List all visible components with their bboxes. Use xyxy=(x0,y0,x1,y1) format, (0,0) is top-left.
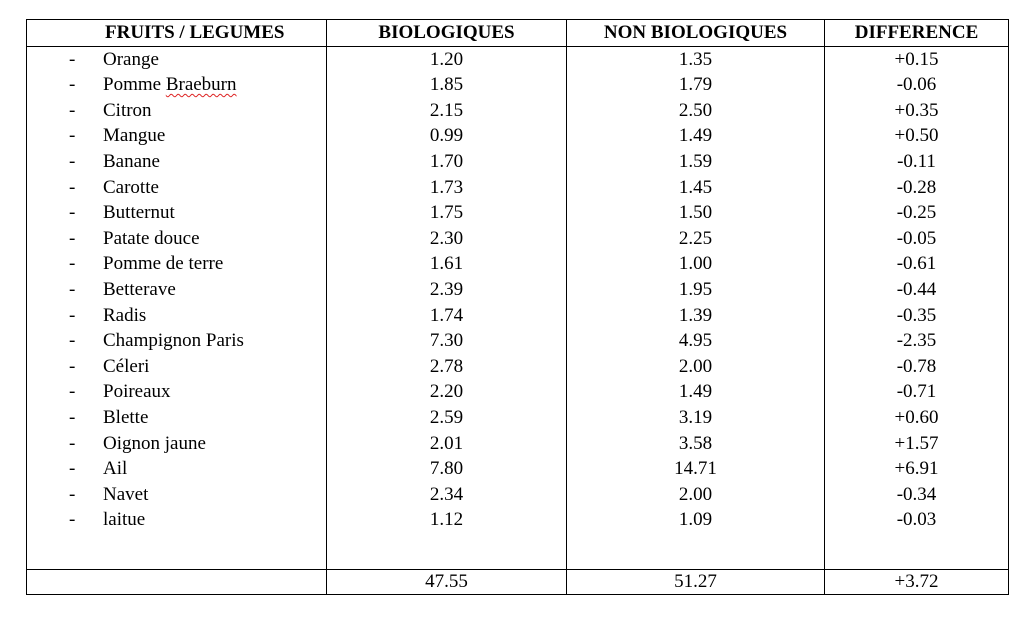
total-difference-cell: +3.72 xyxy=(825,569,1009,594)
empty-cell xyxy=(567,533,825,570)
table-row xyxy=(27,431,1009,457)
table-row xyxy=(27,328,1009,354)
list-bullet: - xyxy=(69,278,76,300)
table-row xyxy=(27,379,1009,405)
produce-name-cell xyxy=(27,507,327,533)
list-bullet: - xyxy=(69,483,76,505)
produce-name: Navet xyxy=(103,483,149,505)
table-row xyxy=(27,226,1009,252)
bio-price-cell: 1.70 xyxy=(327,149,567,175)
non-bio-price-cell: 1.39 xyxy=(567,303,825,329)
produce-name: Carotte xyxy=(103,176,159,198)
produce-name-cell xyxy=(27,379,327,405)
produce-name: Pomme xyxy=(103,74,166,96)
produce-name-cell xyxy=(27,149,327,175)
empty-cell xyxy=(825,533,1009,570)
bio-price-cell: 1.85 xyxy=(327,72,567,98)
produce-name: Poireaux xyxy=(103,381,171,403)
non-bio-price-cell: 3.58 xyxy=(567,431,825,457)
table-row xyxy=(27,98,1009,124)
table-row xyxy=(27,123,1009,149)
produce-name: Champignon Paris xyxy=(103,330,244,352)
difference-cell: +6.91 xyxy=(825,456,1009,482)
bio-price-cell: 2.39 xyxy=(327,277,567,303)
produce-name-cell xyxy=(27,354,327,380)
produce-name: Mangue xyxy=(103,125,166,147)
non-bio-price-cell: 2.50 xyxy=(567,98,825,124)
non-bio-price-cell: 3.19 xyxy=(567,405,825,431)
difference-cell: +1.57 xyxy=(825,431,1009,457)
bio-price-cell: 0.99 xyxy=(327,123,567,149)
non-bio-price-cell: 1.59 xyxy=(567,149,825,175)
bio-price-cell: 2.78 xyxy=(327,354,567,380)
produce-name: Ail xyxy=(103,458,128,480)
list-bullet: - xyxy=(69,432,76,454)
produce-name-cell xyxy=(27,303,327,329)
list-bullet: - xyxy=(69,125,76,147)
produce-name: laitue xyxy=(103,509,146,531)
difference-cell: +0.35 xyxy=(825,98,1009,124)
bio-price-cell: 7.80 xyxy=(327,456,567,482)
table-body xyxy=(27,46,1009,594)
header-row xyxy=(27,20,1009,47)
produce-name: Radis xyxy=(103,304,147,326)
table-row xyxy=(27,200,1009,226)
non-bio-price-cell: 1.00 xyxy=(567,251,825,277)
list-bullet: - xyxy=(69,381,76,403)
produce-name: Céleri xyxy=(103,355,150,377)
difference-cell: -0.78 xyxy=(825,354,1009,380)
list-bullet: - xyxy=(69,48,76,70)
list-bullet: - xyxy=(69,202,76,224)
total-label-cell xyxy=(27,569,327,594)
bio-price-cell: 2.01 xyxy=(327,431,567,457)
non-bio-price-cell: 1.09 xyxy=(567,507,825,533)
produce-name: Blette xyxy=(103,406,149,428)
produce-name-cell xyxy=(27,72,327,98)
totals-row xyxy=(27,569,1009,594)
table-row xyxy=(27,149,1009,175)
list-bullet: - xyxy=(69,74,76,96)
non-bio-price-cell: 2.00 xyxy=(567,354,825,380)
difference-cell: -0.06 xyxy=(825,72,1009,98)
non-bio-price-cell: 1.49 xyxy=(567,379,825,405)
price-comparison-table xyxy=(26,19,1009,595)
list-bullet: - xyxy=(69,330,76,352)
spellcheck-flagged-word: Braeburn xyxy=(165,74,237,96)
table-row xyxy=(27,405,1009,431)
produce-name: Pomme de terre xyxy=(103,253,224,275)
bio-price-cell: 1.73 xyxy=(327,175,567,201)
table-row xyxy=(27,175,1009,201)
list-bullet: - xyxy=(69,253,76,275)
list-bullet: - xyxy=(69,355,76,377)
produce-name-cell xyxy=(27,456,327,482)
produce-name: Betterave xyxy=(103,278,176,300)
difference-cell: -0.44 xyxy=(825,277,1009,303)
list-bullet: - xyxy=(69,406,76,428)
table-row xyxy=(27,354,1009,380)
table-row xyxy=(27,277,1009,303)
produce-name: Orange xyxy=(103,48,159,70)
produce-name: Banane xyxy=(103,150,160,172)
bio-price-cell: 1.61 xyxy=(327,251,567,277)
non-bio-price-cell: 1.35 xyxy=(567,46,825,72)
difference-cell: -0.28 xyxy=(825,175,1009,201)
difference-cell: -0.05 xyxy=(825,226,1009,252)
produce-name-cell xyxy=(27,251,327,277)
bio-price-cell: 2.59 xyxy=(327,405,567,431)
list-bullet: - xyxy=(69,509,76,531)
produce-name-cell xyxy=(27,46,327,72)
produce-name: Patate douce xyxy=(103,227,200,249)
bio-price-cell: 2.34 xyxy=(327,482,567,508)
bio-price-cell: 1.75 xyxy=(327,200,567,226)
produce-name-cell xyxy=(27,277,327,303)
empty-cell xyxy=(27,533,327,570)
difference-cell: -0.03 xyxy=(825,507,1009,533)
difference-cell: +0.60 xyxy=(825,405,1009,431)
difference-cell: -0.61 xyxy=(825,251,1009,277)
total-bio-cell: 47.55 xyxy=(327,569,567,594)
table-row xyxy=(27,482,1009,508)
bio-price-cell: 7.30 xyxy=(327,328,567,354)
produce-name-cell xyxy=(27,405,327,431)
bio-price-cell: 1.20 xyxy=(327,46,567,72)
header-difference: DIFFERENCE xyxy=(825,20,1009,47)
produce-name-cell xyxy=(27,98,327,124)
produce-name-cell xyxy=(27,431,327,457)
spacer-row xyxy=(27,533,1009,570)
list-bullet: - xyxy=(69,176,76,198)
list-bullet: - xyxy=(69,227,76,249)
bio-price-cell: 1.74 xyxy=(327,303,567,329)
total-non-bio-cell: 51.27 xyxy=(567,569,825,594)
table-row xyxy=(27,251,1009,277)
bio-price-cell: 2.15 xyxy=(327,98,567,124)
empty-cell xyxy=(327,533,567,570)
non-bio-price-cell: 2.00 xyxy=(567,482,825,508)
non-bio-price-cell: 14.71 xyxy=(567,456,825,482)
difference-cell: -0.25 xyxy=(825,200,1009,226)
produce-name-cell xyxy=(27,175,327,201)
difference-cell: +0.50 xyxy=(825,123,1009,149)
produce-name-cell xyxy=(27,328,327,354)
list-bullet: - xyxy=(69,304,76,326)
non-bio-price-cell: 4.95 xyxy=(567,328,825,354)
non-bio-price-cell: 2.25 xyxy=(567,226,825,252)
difference-cell: -0.35 xyxy=(825,303,1009,329)
non-bio-price-cell: 1.79 xyxy=(567,72,825,98)
produce-name-cell xyxy=(27,200,327,226)
difference-cell: -0.71 xyxy=(825,379,1009,405)
produce-name-cell xyxy=(27,226,327,252)
list-bullet: - xyxy=(69,99,76,121)
produce-name: Oignon jaune xyxy=(103,432,206,454)
header-biologiques: BIOLOGIQUES xyxy=(327,20,567,47)
bio-price-cell: 2.20 xyxy=(327,379,567,405)
difference-cell: -2.35 xyxy=(825,328,1009,354)
produce-name: Butternut xyxy=(103,202,175,224)
list-bullet: - xyxy=(69,458,76,480)
bio-price-cell: 2.30 xyxy=(327,226,567,252)
header-fruits-legumes: FRUITS / LEGUMES xyxy=(27,20,327,47)
produce-name: Citron xyxy=(103,99,152,121)
list-bullet: - xyxy=(69,150,76,172)
produce-name-cell xyxy=(27,482,327,508)
header-non-biologiques: NON BIOLOGIQUES xyxy=(567,20,825,47)
difference-cell: -0.11 xyxy=(825,149,1009,175)
non-bio-price-cell: 1.49 xyxy=(567,123,825,149)
bio-price-cell: 1.12 xyxy=(327,507,567,533)
table-row xyxy=(27,303,1009,329)
table-row xyxy=(27,46,1009,72)
difference-cell: +0.15 xyxy=(825,46,1009,72)
non-bio-price-cell: 1.45 xyxy=(567,175,825,201)
table-row xyxy=(27,507,1009,533)
difference-cell: -0.34 xyxy=(825,482,1009,508)
non-bio-price-cell: 1.95 xyxy=(567,277,825,303)
table-row xyxy=(27,72,1009,98)
non-bio-price-cell: 1.50 xyxy=(567,200,825,226)
produce-name-cell xyxy=(27,123,327,149)
table-row xyxy=(27,456,1009,482)
